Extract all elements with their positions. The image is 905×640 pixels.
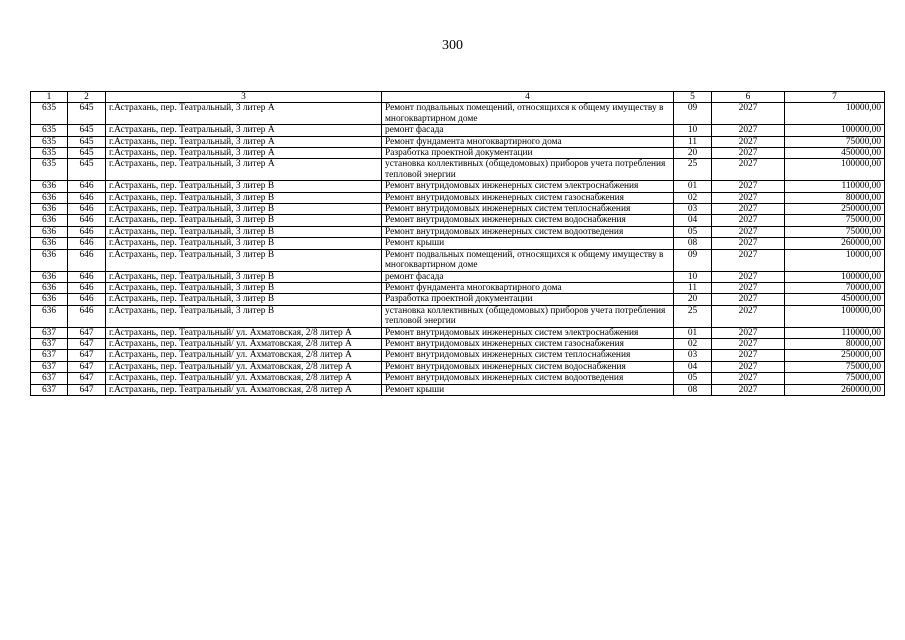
row-number-cell: 636 [31, 215, 68, 226]
work-type-cell: Ремонт внутридомовых инженерных систем газоснабжения [382, 338, 674, 349]
address-cell: г.Астрахань, пер. Театральный, 3 литер А [106, 103, 382, 125]
address-cell: г.Астрахань, пер. Театральный, 3 литер В [106, 215, 382, 226]
house-number-cell: 646 [68, 249, 106, 271]
table-row [31, 361, 885, 372]
address-cell: г.Астрахань, пер. Театральный, 3 литер А [106, 159, 382, 181]
house-number-cell: 645 [68, 136, 106, 147]
year-cell: 2027 [712, 271, 785, 282]
cost-cell: 10000,00 [785, 249, 885, 271]
year-cell: 2027 [712, 215, 785, 226]
cost-cell: 450000,00 [785, 148, 885, 159]
address-cell: г.Астрахань, пер. Театральный/ ул. Ахматовская, 2/8 литер А [106, 373, 382, 384]
work-type-cell: ремонт фасада [382, 125, 674, 136]
address-cell: г.Астрахань, пер. Театральный, 3 литер В [106, 249, 382, 271]
work-type-cell: Разработка проектной документации [382, 294, 674, 305]
year-cell: 2027 [712, 294, 785, 305]
house-number-cell: 646 [68, 226, 106, 237]
house-number-cell: 647 [68, 350, 106, 361]
cost-cell: 70000,00 [785, 282, 885, 293]
year-cell: 2027 [712, 125, 785, 136]
work-type-cell: Ремонт крыши [382, 238, 674, 249]
work-type-cell: установка коллективных (общедомовых) приборов учета потребления тепловой энергии [382, 305, 674, 327]
year-cell: 2027 [712, 373, 785, 384]
house-number-cell: 645 [68, 103, 106, 125]
work-type-cell: Ремонт фундамента многоквартирного дома [382, 282, 674, 293]
cost-cell: 250000,00 [785, 350, 885, 361]
cost-cell: 110000,00 [785, 327, 885, 338]
work-code-cell: 08 [674, 384, 712, 395]
work-code-cell: 01 [674, 327, 712, 338]
repair-plan-table [30, 91, 885, 396]
table-row [31, 103, 885, 125]
work-type-cell: Ремонт внутридомовых инженерных систем теплоснабжения [382, 204, 674, 215]
work-code-cell: 10 [674, 271, 712, 282]
cost-cell: 75000,00 [785, 361, 885, 372]
house-number-cell: 645 [68, 148, 106, 159]
column-header-1: 1 [31, 92, 68, 103]
work-code-cell: 10 [674, 125, 712, 136]
work-type-cell: Ремонт внутридомовых инженерных систем теплоснабжения [382, 350, 674, 361]
year-cell: 2027 [712, 327, 785, 338]
row-number-cell: 636 [31, 294, 68, 305]
row-number-cell: 637 [31, 338, 68, 349]
cost-cell: 450000,00 [785, 294, 885, 305]
table-row [31, 125, 885, 136]
work-code-cell: 02 [674, 192, 712, 203]
year-cell: 2027 [712, 384, 785, 395]
cost-cell: 10000,00 [785, 103, 885, 125]
house-number-cell: 647 [68, 373, 106, 384]
cost-cell: 260000,00 [785, 238, 885, 249]
year-cell: 2027 [712, 226, 785, 237]
year-cell: 2027 [712, 148, 785, 159]
cost-cell: 100000,00 [785, 305, 885, 327]
cost-cell: 80000,00 [785, 338, 885, 349]
work-code-cell: 11 [674, 282, 712, 293]
work-type-cell: Ремонт внутридомовых инженерных систем водоснабжения [382, 361, 674, 372]
table-row [31, 327, 885, 338]
row-number-cell: 635 [31, 148, 68, 159]
address-cell: г.Астрахань, пер. Театральный, 3 литер А [106, 136, 382, 147]
row-number-cell: 635 [31, 136, 68, 147]
cost-cell: 75000,00 [785, 373, 885, 384]
table-row [31, 350, 885, 361]
cost-cell: 75000,00 [785, 215, 885, 226]
row-number-cell: 636 [31, 249, 68, 271]
work-code-cell: 08 [674, 238, 712, 249]
year-cell: 2027 [712, 282, 785, 293]
year-cell: 2027 [712, 136, 785, 147]
row-number-cell: 635 [31, 125, 68, 136]
house-number-cell: 646 [68, 305, 106, 327]
column-header-4: 4 [382, 92, 674, 103]
cost-cell: 75000,00 [785, 136, 885, 147]
work-code-cell: 05 [674, 226, 712, 237]
work-code-cell: 03 [674, 204, 712, 215]
table-row [31, 249, 885, 271]
house-number-cell: 646 [68, 271, 106, 282]
address-cell: г.Астрахань, пер. Театральный, 3 литер А [106, 148, 382, 159]
column-header-2: 2 [68, 92, 106, 103]
row-number-cell: 637 [31, 384, 68, 395]
cost-cell: 260000,00 [785, 384, 885, 395]
cost-cell: 250000,00 [785, 204, 885, 215]
work-type-cell: Ремонт внутридомовых инженерных систем газоснабжения [382, 192, 674, 203]
table-row [31, 282, 885, 293]
work-type-cell: Ремонт подвальных помещений, относящихся к общему имуществу в многоквартирном доме [382, 249, 674, 271]
work-code-cell: 04 [674, 215, 712, 226]
row-number-cell: 636 [31, 226, 68, 237]
table-row [31, 238, 885, 249]
work-type-cell: Ремонт крыши [382, 384, 674, 395]
house-number-cell: 646 [68, 238, 106, 249]
work-code-cell: 02 [674, 338, 712, 349]
table-row [31, 215, 885, 226]
address-cell: г.Астрахань, пер. Театральный/ ул. Ахматовская, 2/8 литер А [106, 384, 382, 395]
address-cell: г.Астрахань, пер. Театральный, 3 литер В [106, 271, 382, 282]
work-type-cell: Ремонт фундамента многоквартирного дома [382, 136, 674, 147]
work-code-cell: 20 [674, 294, 712, 305]
table-row [31, 373, 885, 384]
table-row [31, 226, 885, 237]
work-code-cell: 11 [674, 136, 712, 147]
table-row [31, 159, 885, 181]
address-cell: г.Астрахань, пер. Театральный, 3 литер В [106, 282, 382, 293]
year-cell: 2027 [712, 159, 785, 181]
column-header-5: 5 [674, 92, 712, 103]
work-type-cell: Ремонт внутридомовых инженерных систем водоотведения [382, 373, 674, 384]
column-header-7: 7 [785, 92, 885, 103]
work-type-cell: Ремонт внутридомовых инженерных систем водоотведения [382, 226, 674, 237]
work-type-cell: Разработка проектной документации [382, 148, 674, 159]
table-body [31, 103, 885, 396]
work-type-cell: Ремонт внутридомовых инженерных систем водоснабжения [382, 215, 674, 226]
address-cell: г.Астрахань, пер. Театральный, 3 литер А [106, 125, 382, 136]
year-cell: 2027 [712, 192, 785, 203]
row-number-cell: 637 [31, 327, 68, 338]
address-cell: г.Астрахань, пер. Театральный/ ул. Ахматовская, 2/8 литер А [106, 361, 382, 372]
year-cell: 2027 [712, 338, 785, 349]
house-number-cell: 647 [68, 338, 106, 349]
house-number-cell: 647 [68, 361, 106, 372]
cost-cell: 100000,00 [785, 159, 885, 181]
work-code-cell: 09 [674, 249, 712, 271]
house-number-cell: 647 [68, 384, 106, 395]
page-number: 300 [442, 38, 463, 53]
address-cell: г.Астрахань, пер. Театральный, 3 литер В [106, 204, 382, 215]
row-number-cell: 636 [31, 271, 68, 282]
address-cell: г.Астрахань, пер. Театральный, 3 литер В [106, 294, 382, 305]
house-number-cell: 646 [68, 282, 106, 293]
house-number-cell: 646 [68, 192, 106, 203]
work-code-cell: 01 [674, 181, 712, 192]
row-number-cell: 636 [31, 204, 68, 215]
house-number-cell: 646 [68, 204, 106, 215]
table-row [31, 384, 885, 395]
cost-cell: 100000,00 [785, 271, 885, 282]
table-row [31, 338, 885, 349]
address-cell: г.Астрахань, пер. Театральный/ ул. Ахматовская, 2/8 литер А [106, 338, 382, 349]
column-header-6: 6 [712, 92, 785, 103]
work-code-cell: 03 [674, 350, 712, 361]
address-cell: г.Астрахань, пер. Театральный/ ул. Ахматовская, 2/8 литер А [106, 350, 382, 361]
year-cell: 2027 [712, 350, 785, 361]
row-number-cell: 635 [31, 103, 68, 125]
work-type-cell: Ремонт внутридомовых инженерных систем электроснабжения [382, 181, 674, 192]
year-cell: 2027 [712, 204, 785, 215]
cost-cell: 75000,00 [785, 226, 885, 237]
table-row [31, 204, 885, 215]
address-cell: г.Астрахань, пер. Театральный, 3 литер В [106, 226, 382, 237]
work-code-cell: 05 [674, 373, 712, 384]
work-code-cell: 09 [674, 103, 712, 125]
year-cell: 2027 [712, 305, 785, 327]
work-type-cell: Ремонт подвальных помещений, относящихся к общему имуществу в многоквартирном доме [382, 103, 674, 125]
column-header-3: 3 [106, 92, 382, 103]
work-code-cell: 25 [674, 159, 712, 181]
row-number-cell: 637 [31, 373, 68, 384]
table-row [31, 148, 885, 159]
house-number-cell: 647 [68, 327, 106, 338]
year-cell: 2027 [712, 238, 785, 249]
row-number-cell: 636 [31, 282, 68, 293]
table-row [31, 136, 885, 147]
table-row [31, 271, 885, 282]
row-number-cell: 636 [31, 192, 68, 203]
address-cell: г.Астрахань, пер. Театральный/ ул. Ахматовская, 2/8 литер А [106, 327, 382, 338]
house-number-cell: 646 [68, 294, 106, 305]
cost-cell: 100000,00 [785, 125, 885, 136]
address-cell: г.Астрахань, пер. Театральный, 3 литер В [106, 238, 382, 249]
row-number-cell: 635 [31, 159, 68, 181]
work-code-cell: 20 [674, 148, 712, 159]
year-cell: 2027 [712, 103, 785, 125]
address-cell: г.Астрахань, пер. Театральный, 3 литер В [106, 181, 382, 192]
row-number-cell: 636 [31, 238, 68, 249]
row-number-cell: 637 [31, 350, 68, 361]
work-type-cell: Ремонт внутридомовых инженерных систем электроснабжения [382, 327, 674, 338]
work-type-cell: ремонт фасада [382, 271, 674, 282]
year-cell: 2027 [712, 361, 785, 372]
table-row [31, 181, 885, 192]
work-code-cell: 04 [674, 361, 712, 372]
house-number-cell: 646 [68, 215, 106, 226]
address-cell: г.Астрахань, пер. Театральный, 3 литер В [106, 305, 382, 327]
table-row [31, 192, 885, 203]
row-number-cell: 636 [31, 305, 68, 327]
year-cell: 2027 [712, 181, 785, 192]
house-number-cell: 646 [68, 181, 106, 192]
address-cell: г.Астрахань, пер. Театральный, 3 литер В [106, 192, 382, 203]
work-type-cell: установка коллективных (общедомовых) приборов учета потребления тепловой энергии [382, 159, 674, 181]
house-number-cell: 645 [68, 125, 106, 136]
cost-cell: 110000,00 [785, 181, 885, 192]
house-number-cell: 645 [68, 159, 106, 181]
table-row [31, 294, 885, 305]
table-row [31, 305, 885, 327]
work-code-cell: 25 [674, 305, 712, 327]
header-row [31, 92, 885, 103]
row-number-cell: 636 [31, 181, 68, 192]
year-cell: 2027 [712, 249, 785, 271]
row-number-cell: 637 [31, 361, 68, 372]
cost-cell: 80000,00 [785, 192, 885, 203]
